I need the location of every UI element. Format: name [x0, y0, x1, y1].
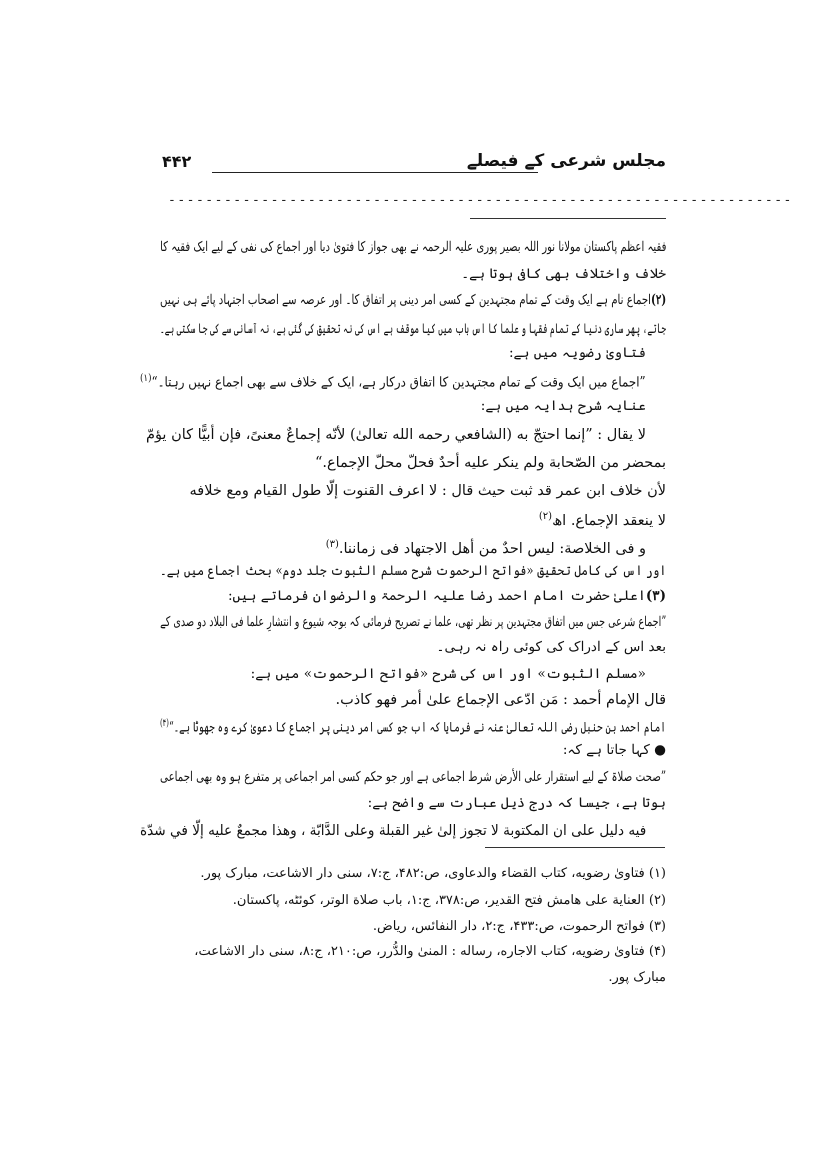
section-number: (۳): [645, 588, 666, 604]
quote-line: ”صحت صلاۃ کے لیے استقرار علی الأرض شرط اجماعی ہے اور جو حکم کسی امر اجماعی پر متفرع ہو وہ بھی اجماعی: [159, 769, 666, 785]
body-line: عنایہ شرح ہدایہ میں ہے:: [480, 398, 646, 414]
dashed-separator: -------------------------------------------------------------------: [168, 193, 793, 208]
arabic-line: فیه دلیل علی ان المكتوبة لا تجوز إلیٰ غیر القبلة وعلی الدَّابّة ، وهذا مجمعٌ علیه إلّا في شدّة: [139, 823, 646, 839]
quote-line: ”اجماع شرعی جس میں اتفاق مجتہدین پر نظر تھی، علما نے تصریح فرمائی کہ بوجہ شیوع و انتشارِ علما فی البلاد دو صدی کے: [159, 614, 666, 630]
body-line: اور اس کی کامل تحقیق «فواتح الرحموت شرح مسلم الثبوت جلد دوم» بحث اجماع میں ہے۔: [159, 563, 666, 579]
quote-line: امام احمد بن حنبل رضی اللہ تعالیٰ عنہ نے فرمایا کہ اب جو کسی امر دینی پر اجماع کا دعویٰ کرے وہ جھوٹا ہے۔“$^{(۴)}$: [160, 718, 666, 736]
page-number: ۴۴۲: [162, 152, 192, 171]
running-header-title: مجلس شرعی کے فیصلے: [466, 151, 666, 171]
body-line: (۳)اعلیٰ حضرت امام احمد رضا علیہ الرحمۃ والرضوان فرماتے ہیں:: [227, 588, 666, 604]
arabic-line: لا ینعقد الإجماع. اھ$^{(۲)}$: [538, 511, 666, 529]
arabic-line: و فی الخلاصة: لیس احدٌ من أهل الاجتهاد فی زماننا.$^{(۳)}$: [325, 539, 646, 557]
footnote: (۴) فتاویٰ رضویه، كتاب الاجاره، رساله : المنیٰ والدُّرر، ص:۲۱۰، ج:۸، سنی دار الاشاعت،: [194, 944, 666, 959]
footnote-ref: (۱): [140, 373, 152, 384]
footnote-rule: [485, 847, 665, 848]
body-line: فقیہ اعظم پاکستان مولانا نور اللہ بصیر پوری علیہ الرحمہ نے بھی جواز کا فتویٰ دیا اور اجماع کی نفی کے لیے ایک فقیہ کا: [159, 239, 666, 255]
footnote-ref: (۲): [538, 511, 553, 522]
quote-line: بعد اس کے ادراک کی کوئی راہ نہ رہی۔: [436, 639, 666, 655]
footnote: (۳) فواتح الرحموت، ص:۴۳۳، ج:۲، دار النفائس، ریاض.: [372, 919, 666, 934]
body-line: فتاویٰ رضویہ میں ہے:: [508, 345, 646, 361]
arabic-line: لا یقال : ”إنما احتجّ به (الشافعي رحمه الله تعالیٰ) لأنّه إجماعٌ معنیً، فإن أبیًّا كان یؤمّ: [145, 427, 646, 443]
footnote-ref: (۴): [160, 718, 170, 729]
body-line: خلاف واختلاف بھی کافی ہوتا ہے۔: [461, 266, 666, 282]
footnote-ref: (۳): [325, 539, 339, 550]
footnote: (۲) العنایة علی هامش فتح القدیر، ص:۳۷۸، ج:۱، باب صلاة الوتر، کوئٹه، پاکستان.: [232, 893, 666, 908]
arabic-line: لأن خلاف ابن عمر قد ثبت حیث قال : لا اعرف القنوت إلّا طول القیام ومع خلافه: [189, 483, 666, 499]
section-number: (۲): [650, 292, 666, 308]
bullet-icon: ●: [654, 742, 666, 758]
arabic-line: قال الإمام أحمد : مَن ادّعی الإجماع علیٰ أمر فهو كاذب.: [335, 692, 666, 708]
body-line: جاتے، پھر ساری دنیا کے تمام فقہا و علما کا اس باب میں کیا موقف ہے اس کی نہ تحقیق کی گئی ہے، نہ آسانی سے کی جا سکتی ہے۔: [159, 321, 666, 337]
header-rule: [212, 172, 538, 173]
footnote: مبارک پور.: [608, 970, 666, 985]
quote-line: ہوتا ہے، جیسا کہ درج ذیل عبارت سے واضح ہے:: [367, 795, 666, 811]
quote-line: ”اجماع میں ایک وقت کے تمام مجتہدین کا اتفاق درکار ہے، ایک کے خلاف سے بھی اجماع نہیں رہتا۔“$^{(۱)}$: [140, 373, 646, 391]
body-line: «مسلم الثبوت» اور اس کی شرح «فواتح الرحموت» میں ہے:: [250, 666, 646, 682]
top-short-rule: [470, 218, 666, 219]
footnote: (۱) فتاویٰ رضویه، كتاب القضاء والدعاوی، ص:۴۸۲، ج:۷، سنی دار الاشاعت، مبارک پور.: [200, 866, 666, 881]
body-line: (۲)اجماع نام ہے ایک وقت کے تمام مجتہدین کے کسی امر دینی پر اتفاق کا۔ اور عرصہ سے اصحاب اجتہاد پائے ہی نہیں: [159, 292, 666, 308]
body-line: ● کہا جاتا ہے کہ:: [562, 742, 666, 758]
arabic-line: بمحضر من الصّحابة ولم ینكر علیه أحدٌ فحلّ محلّ الإجماع.“: [314, 455, 666, 471]
